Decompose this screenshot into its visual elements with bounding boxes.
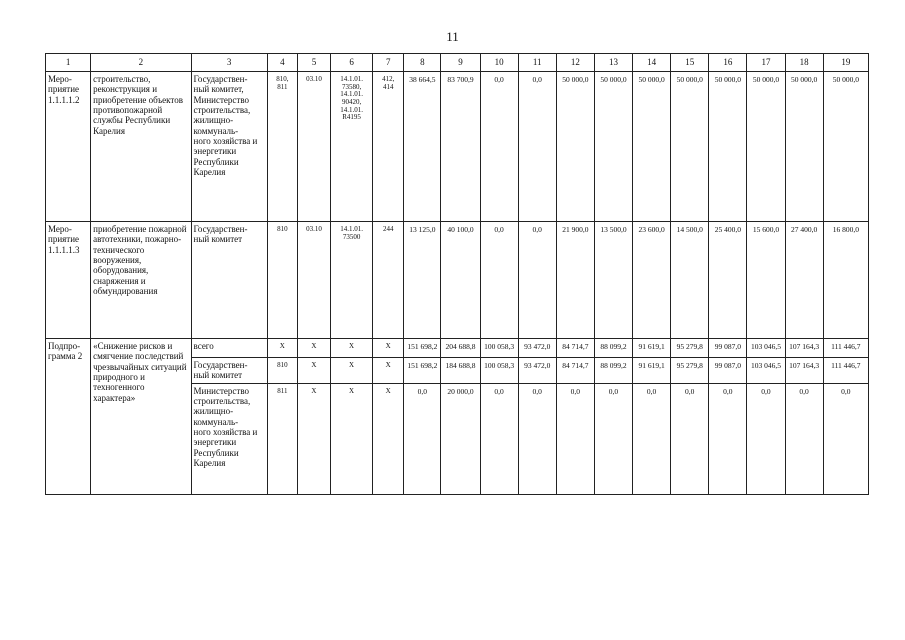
target-article: 14.1.01. 73500 xyxy=(331,222,373,339)
value-cell: 50 000,0 xyxy=(747,72,785,222)
header-cell: 14 xyxy=(633,54,671,72)
value-cell: 0,0 xyxy=(785,383,823,494)
executor: Государствен- ный комитет xyxy=(191,222,267,339)
header-cell: 11 xyxy=(518,54,556,72)
header-cell: 16 xyxy=(709,54,747,72)
target-article: X xyxy=(331,358,373,384)
value-cell: 38 664,5 xyxy=(404,72,441,222)
value-cell: 14 500,0 xyxy=(671,222,709,339)
expense-type: 244 xyxy=(373,222,404,339)
table-row xyxy=(46,339,869,358)
header-cell: 2 xyxy=(91,54,191,72)
value-cell: 15 600,0 xyxy=(747,222,785,339)
header-cell: 10 xyxy=(480,54,518,72)
value-cell: 0,0 xyxy=(404,383,441,494)
value-cell: 13 125,0 xyxy=(404,222,441,339)
value-cell: 0,0 xyxy=(480,72,518,222)
section-code: X xyxy=(297,358,330,384)
value-cell: 84 714,7 xyxy=(556,339,594,358)
header-cell: 18 xyxy=(785,54,823,72)
value-cell: 95 279,8 xyxy=(671,358,709,384)
section-code: 03.10 xyxy=(297,72,330,222)
measure-id: Меро- приятие 1.1.1.1.3 xyxy=(46,222,91,339)
value-cell: 151 698,2 xyxy=(404,339,441,358)
ministry-code: 810, 811 xyxy=(267,72,297,222)
ministry-code: 810 xyxy=(267,222,297,339)
ministry-code: 811 xyxy=(267,383,297,494)
value-cell: 50 000,0 xyxy=(709,72,747,222)
ministry-code: 810 xyxy=(267,358,297,384)
table-row xyxy=(46,72,869,222)
executor: всего xyxy=(191,339,267,358)
value-cell: 103 046,5 xyxy=(747,358,785,384)
measure-name: строительство, реконструкция и приобретение объектов противопожарной службы Республики Карелия xyxy=(91,72,191,222)
value-cell: 93 472,0 xyxy=(518,339,556,358)
value-cell: 88 099,2 xyxy=(594,358,632,384)
subprogram-name: «Снижение рисков и смягчение последствий чрезвычайных ситуаций природного и техногенного характера» xyxy=(91,339,191,495)
header-cell: 5 xyxy=(297,54,330,72)
header-cell: 19 xyxy=(823,54,868,72)
value-cell: 50 000,0 xyxy=(671,72,709,222)
value-cell: 0,0 xyxy=(671,383,709,494)
expense-type: 412, 414 xyxy=(373,72,404,222)
value-cell: 0,0 xyxy=(823,383,868,494)
value-cell: 84 714,7 xyxy=(556,358,594,384)
value-cell: 111 446,7 xyxy=(823,339,868,358)
value-cell: 50 000,0 xyxy=(633,72,671,222)
header-cell: 9 xyxy=(441,54,480,72)
value-cell: 107 164,3 xyxy=(785,358,823,384)
value-cell: 0,0 xyxy=(594,383,632,494)
value-cell: 16 800,0 xyxy=(823,222,868,339)
value-cell: 99 087,0 xyxy=(709,339,747,358)
header-cell: 13 xyxy=(594,54,632,72)
value-cell: 13 500,0 xyxy=(594,222,632,339)
section-code: X xyxy=(297,339,330,358)
executor: Государствен- ный комитет, Министерство строительства, жилищно-коммуналь- ного хозяйства и энергетики Республики Карелия xyxy=(191,72,267,222)
value-cell: 0,0 xyxy=(518,383,556,494)
target-article: 14.1.01. 73580, 14.1.01. 90420, 14.1.01. R4195 xyxy=(331,72,373,222)
value-cell: 100 058,3 xyxy=(480,358,518,384)
ministry-code: X xyxy=(267,339,297,358)
header-cell: 12 xyxy=(556,54,594,72)
expense-type: X xyxy=(373,358,404,384)
value-cell: 204 688,8 xyxy=(441,339,480,358)
value-cell: 151 698,2 xyxy=(404,358,441,384)
value-cell: 100 058,3 xyxy=(480,339,518,358)
value-cell: 88 099,2 xyxy=(594,339,632,358)
table-row xyxy=(46,222,869,339)
header-cell: 17 xyxy=(747,54,785,72)
header-row xyxy=(46,54,869,72)
value-cell: 0,0 xyxy=(518,222,556,339)
value-cell: 91 619,1 xyxy=(633,358,671,384)
value-cell: 23 600,0 xyxy=(633,222,671,339)
value-cell: 25 400,0 xyxy=(709,222,747,339)
value-cell: 107 164,3 xyxy=(785,339,823,358)
expense-type: X xyxy=(373,339,404,358)
value-cell: 0,0 xyxy=(556,383,594,494)
executor: Государствен- ный комитет xyxy=(191,358,267,384)
header-cell: 4 xyxy=(267,54,297,72)
value-cell: 50 000,0 xyxy=(556,72,594,222)
value-cell: 50 000,0 xyxy=(594,72,632,222)
value-cell: 93 472,0 xyxy=(518,358,556,384)
measure-id: Меро- приятие 1.1.1.1.2 xyxy=(46,72,91,222)
value-cell: 91 619,1 xyxy=(633,339,671,358)
header-cell: 15 xyxy=(671,54,709,72)
value-cell: 0,0 xyxy=(518,72,556,222)
target-article: X xyxy=(331,383,373,494)
value-cell: 50 000,0 xyxy=(785,72,823,222)
target-article: X xyxy=(331,339,373,358)
section-code: 03.10 xyxy=(297,222,330,339)
measure-name: приобретение пожарной автотехники, пожарно-технического вооружения, оборудования, снаряжения и обмундирования xyxy=(91,222,191,339)
header-cell: 1 xyxy=(46,54,91,72)
budget-table xyxy=(45,53,869,495)
value-cell: 0,0 xyxy=(747,383,785,494)
value-cell: 111 446,7 xyxy=(823,358,868,384)
page-number: 11 xyxy=(446,29,459,44)
value-cell: 0,0 xyxy=(633,383,671,494)
value-cell: 0,0 xyxy=(709,383,747,494)
header-cell: 3 xyxy=(191,54,267,72)
value-cell: 83 700,9 xyxy=(441,72,480,222)
expense-type: X xyxy=(373,383,404,494)
header-cell: 7 xyxy=(373,54,404,72)
executor: Министерство строительства, жилищно-коммуналь- ного хозяйства и энергетики Республики Карелия xyxy=(191,383,267,494)
section-code: X xyxy=(297,383,330,494)
value-cell: 50 000,0 xyxy=(823,72,868,222)
value-cell: 99 087,0 xyxy=(709,358,747,384)
value-cell: 184 688,8 xyxy=(441,358,480,384)
header-cell: 8 xyxy=(404,54,441,72)
value-cell: 40 100,0 xyxy=(441,222,480,339)
subprogram-id: Подпро- грамма 2 xyxy=(46,339,91,495)
value-cell: 27 400,0 xyxy=(785,222,823,339)
value-cell: 21 900,0 xyxy=(556,222,594,339)
header-cell: 6 xyxy=(331,54,373,72)
value-cell: 0,0 xyxy=(480,383,518,494)
value-cell: 20 000,0 xyxy=(441,383,480,494)
value-cell: 95 279,8 xyxy=(671,339,709,358)
value-cell: 103 046,5 xyxy=(747,339,785,358)
value-cell: 0,0 xyxy=(480,222,518,339)
